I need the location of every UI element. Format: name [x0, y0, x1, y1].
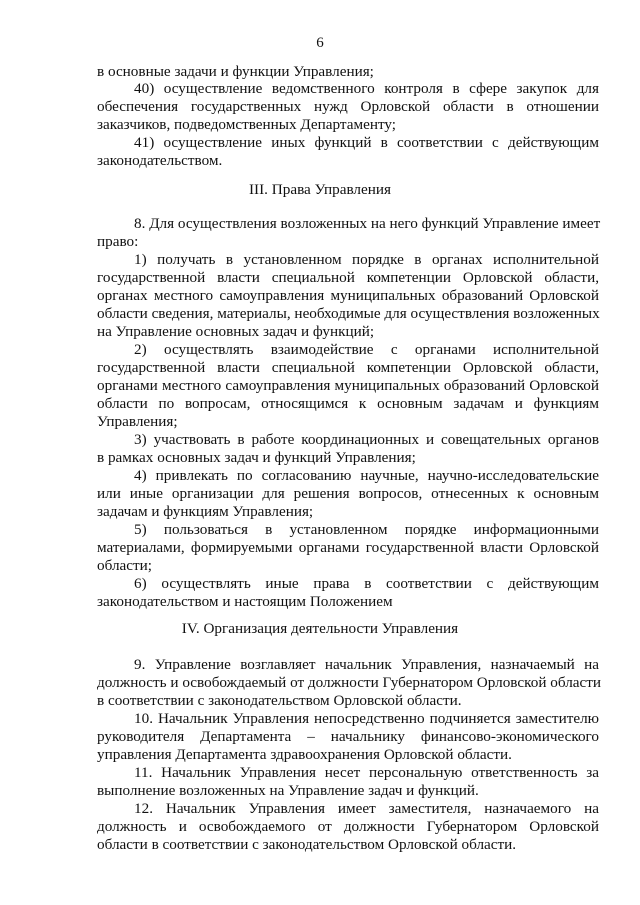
text-line: 6) осуществлять иные права в соответствии с действующим: [134, 575, 599, 592]
text-line: заказчиков, подведомственных Департаменту;: [97, 116, 397, 133]
text-line: в рамках основных задач и функций Управления;: [97, 449, 416, 466]
section-heading: IV. Организация деятельности Управления: [181, 620, 459, 637]
text-line: области;: [97, 557, 152, 574]
text-line: 41) осуществление иных функций в соответствии с действующим: [134, 134, 599, 151]
text-line: законодательством.: [97, 152, 223, 169]
page-number: 6: [316, 35, 324, 51]
text-line: задачам и функциям Управления;: [97, 503, 314, 520]
text-line: материалами, формируемыми органами государственной власти Орловской: [97, 539, 599, 556]
text-line: 1) получать в установленном порядке в органах исполнительной: [134, 251, 599, 268]
text-line: 40) осуществление ведомственного контроля в сфере закупок для: [134, 80, 599, 97]
text-line: 12. Начальник Управления имеет заместителя, назначаемого на: [134, 800, 599, 817]
text-line: 2) осуществлять взаимодействие с органами исполнительной: [134, 341, 599, 358]
text-line: должность и освобождаемый от должности Губернатором Орловской области: [97, 674, 602, 691]
text-line: управления Департамента здравоохранения Орловской области.: [97, 746, 512, 763]
text-line: государственной власти специальной компетенции Орловской области,: [97, 359, 599, 376]
text-line: государственной власти специальной компетенции Орловской области,: [97, 269, 599, 286]
text-line: на Управление основных задач и функций;: [97, 323, 375, 340]
text-line: 5) пользоваться в установленном порядке информационными: [134, 521, 599, 538]
text-line: руководителя Департамента – начальнику финансово-экономического: [97, 728, 599, 745]
text-line: законодательством и настоящим Положением: [97, 593, 393, 610]
text-line: 8. Для осуществления возложенных на него функций Управление имеет: [134, 215, 601, 232]
text-line: области сведения, материалы, необходимые для осуществления возложенных: [97, 305, 600, 322]
text-line: или иные организации для решения вопросов, отнесенных к основным: [97, 485, 599, 502]
text-line: 3) участвовать в работе координационных и совещательных органов: [134, 431, 599, 448]
text-line: должность и освобождаемого от должности Губернатором Орловской: [97, 818, 599, 835]
text-line: в соответствии с законодательством Орловской области.: [97, 692, 462, 709]
text-line: в основные задачи и функции Управления;: [97, 63, 374, 80]
text-line: органами местного самоуправления муниципальных образований Орловской: [97, 377, 599, 394]
text-line: выполнение возложенных на Управление задач и функций.: [97, 782, 479, 799]
section-heading: III. Права Управления: [249, 181, 391, 198]
text-line: право:: [97, 233, 139, 250]
text-line: 9. Управление возглавляет начальник Управления, назначаемый на: [134, 656, 599, 673]
text-line: Управления;: [97, 413, 178, 430]
text-line: области по вопросам, относящимся к основным задачам и функциям: [97, 395, 599, 412]
text-line: 10. Начальник Управления непосредственно подчиняется заместителю: [134, 710, 599, 727]
text-line: 4) привлекать по согласованию научные, научно-исследовательские: [134, 467, 599, 484]
text-line: обеспечения государственных нужд Орловской области в отношении: [97, 98, 599, 115]
text-line: органах местного самоуправления муниципальных образований Орловской: [97, 287, 599, 304]
text-line: области в соответствии с законодательством Орловской области.: [97, 836, 517, 853]
text-line: 11. Начальник Управления несет персональную ответственность за: [134, 764, 599, 781]
